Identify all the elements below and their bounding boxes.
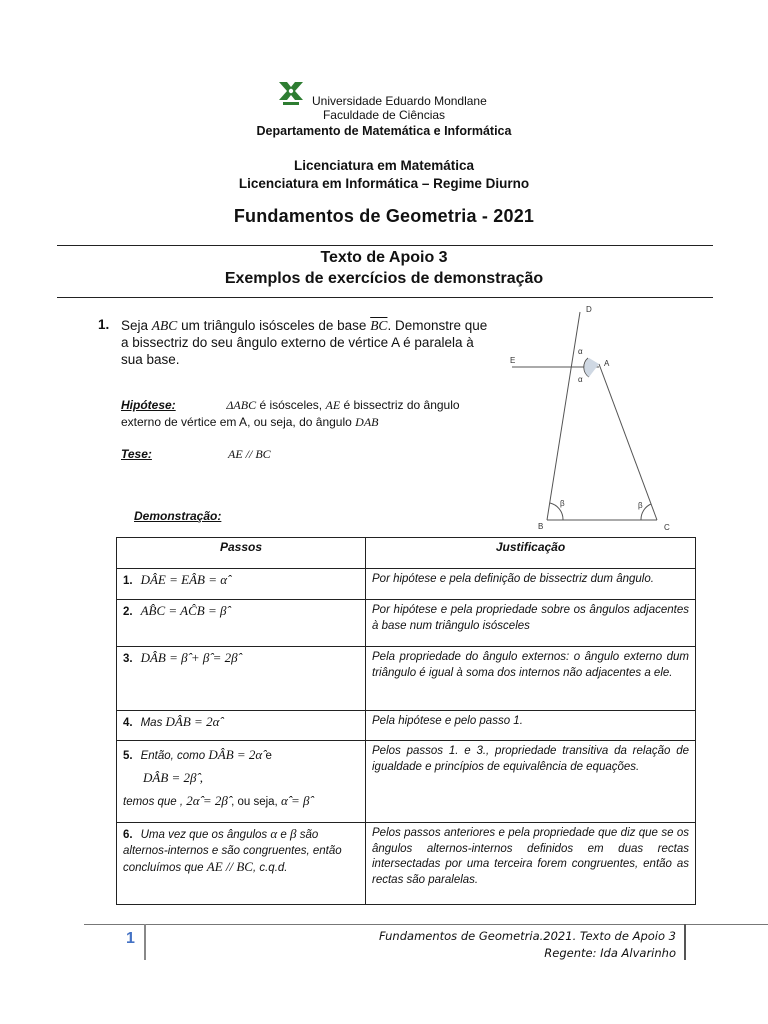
label-e: E bbox=[510, 356, 516, 365]
step-text: temos que , bbox=[123, 796, 184, 808]
footer-divider bbox=[84, 924, 768, 925]
triangle-figure bbox=[500, 300, 690, 536]
step-number: 1. bbox=[123, 575, 133, 587]
university-name: Universidade Eduardo Mondlane bbox=[312, 94, 487, 108]
alpha-top: α bbox=[578, 347, 583, 356]
step-cell bbox=[117, 647, 366, 711]
header-justification: Justificação bbox=[366, 538, 696, 569]
step-formula: DÂB = 2α̂ bbox=[208, 747, 263, 762]
step-cell bbox=[117, 741, 366, 823]
justification-cell: Pela hipótese e pelo passo 1. bbox=[366, 711, 696, 741]
math-bc: $\overline{BC}$ bbox=[370, 318, 388, 333]
step-text: Então, como bbox=[140, 750, 206, 762]
hypothesis-math-1: ΔABC bbox=[226, 398, 257, 412]
table-row bbox=[117, 741, 696, 823]
faculty-name: Faculdade de Ciências bbox=[322, 108, 446, 122]
footer-line-1: Fundamentos de Geometria.2021. Texto de Apoio 3 bbox=[379, 929, 676, 943]
step-number: 4. bbox=[123, 717, 133, 729]
thesis bbox=[121, 446, 152, 463]
step-text: Uma vez que os ângulos bbox=[140, 829, 268, 841]
step-text: , ou seja, bbox=[231, 796, 278, 808]
hypothesis-math-3: DAB bbox=[355, 415, 379, 429]
department-name: Departamento de Matemática e Informática bbox=[256, 124, 512, 138]
page-number: 1 bbox=[126, 930, 135, 947]
alpha-bottom: α bbox=[578, 375, 583, 384]
step-text: são alternos-internos e são congruentes, então concluímos que bbox=[123, 829, 342, 874]
step-cell bbox=[117, 569, 366, 600]
beta-c: β bbox=[638, 501, 643, 510]
step-formula: α bbox=[270, 826, 278, 841]
step-number: 6. bbox=[123, 829, 133, 841]
footer-separator-right bbox=[684, 924, 686, 960]
label-b: B bbox=[538, 522, 544, 531]
statement-text-3: . Demonstre que a bissectriz do seu ângulo externo de vértice A é paralela à sua base. bbox=[121, 318, 488, 367]
step-text: e bbox=[280, 829, 287, 841]
line-ac bbox=[599, 364, 657, 520]
thesis-label: Tese: bbox=[121, 447, 152, 461]
step-formula: 2α̂ = 2β̂ bbox=[186, 793, 228, 808]
step-formula: α̂ = β̂ bbox=[280, 793, 310, 808]
justification-cell: Por hipótese e pela propriedade sobre os ângulos adjacentes à base num triângulo isósceles bbox=[366, 600, 696, 647]
university-logo bbox=[277, 80, 305, 106]
label-a: A bbox=[604, 359, 610, 368]
divider-bottom bbox=[57, 297, 713, 298]
beta-b: β bbox=[560, 499, 565, 508]
table-row bbox=[117, 823, 696, 905]
table-row bbox=[117, 600, 696, 647]
table-row bbox=[117, 711, 696, 741]
hypothesis-math-2: AE bbox=[325, 398, 341, 412]
document-subtitle: Exemplos de exercícios de demonstração bbox=[224, 270, 544, 287]
hypothesis bbox=[121, 397, 491, 431]
footer-separator-left bbox=[144, 924, 146, 960]
step-formula: DÂB = 2β̂ , bbox=[143, 770, 204, 785]
step-number: 5. bbox=[123, 750, 133, 762]
step-text: Mas bbox=[140, 717, 163, 729]
exercise-number: 1. bbox=[98, 317, 110, 332]
exercise-statement bbox=[121, 317, 496, 368]
step-formula: DÂE = EÂB = α̂ bbox=[140, 572, 228, 587]
step-text: , c.q.d. bbox=[252, 862, 288, 874]
course-title: Fundamentos de Geometria - 2021 bbox=[233, 206, 535, 226]
line-db bbox=[547, 312, 580, 520]
step-number: 2. bbox=[123, 606, 133, 618]
degree-2: Licenciatura em Informática – Regime Diurno bbox=[238, 176, 530, 191]
justification-cell: Pela propriedade do ângulo externos: o ângulo externo dum triângulo é igual à soma dos internos não adjacentes a ele. bbox=[366, 647, 696, 711]
justification-cell: Por hipótese e pela definição de bissectriz dum ângulo. bbox=[366, 569, 696, 600]
header-steps: Passos bbox=[117, 538, 366, 569]
step-formula: AE // BC bbox=[206, 859, 253, 874]
table-row bbox=[117, 647, 696, 711]
hypothesis-text-1: é isósceles, bbox=[259, 398, 323, 412]
step-cell bbox=[117, 823, 366, 905]
proof-table bbox=[116, 537, 696, 905]
step-formula: DÂB = β̂ + β̂ = 2β̂ bbox=[140, 650, 238, 665]
step-cell bbox=[117, 600, 366, 647]
step-text: e bbox=[265, 750, 272, 762]
thesis-math: AE // BC bbox=[228, 447, 271, 461]
footer-line-2: Regente: Ida Alvarinho bbox=[544, 946, 676, 960]
step-formula: AB̂C = AĈB = β̂ bbox=[140, 603, 227, 618]
statement-text-2: um triângulo isósceles de base bbox=[181, 318, 367, 333]
hypothesis-label: Hipótese: bbox=[121, 398, 176, 412]
step-formula: β bbox=[290, 826, 297, 841]
demonstration-label-text: Demonstração: bbox=[134, 509, 222, 523]
label-c: C bbox=[664, 523, 670, 532]
step-number: 3. bbox=[123, 653, 133, 665]
degree-1: Licenciatura em Matemática bbox=[293, 158, 475, 173]
statement-text-1: Seja bbox=[121, 318, 149, 333]
label-d: D bbox=[586, 305, 592, 314]
step-formula: DÂB = 2α̂ bbox=[165, 714, 220, 729]
justification-cell: Pelos passos 1. e 3., propriedade transitiva da relação de igualdade e princípios de equivalência de equações. bbox=[366, 741, 696, 823]
math-abc: ABC bbox=[151, 318, 178, 333]
table-row bbox=[117, 569, 696, 600]
demonstration-label bbox=[134, 508, 221, 525]
table-header-row bbox=[117, 538, 696, 569]
divider-top bbox=[57, 245, 713, 246]
hypothesis-text-2: é bissectriz do ângulo externo de vértice em A, ou seja, do ângulo bbox=[121, 398, 460, 429]
justification-cell: Pelos passos anteriores e pela propriedade que diz que se os ângulos alternos-internos definidos em duas rectas intersectadas por uma terceira forem congruentes, então as rectas são paralelas. bbox=[366, 823, 696, 905]
document-title: Texto de Apoio 3 bbox=[320, 249, 448, 266]
step-cell bbox=[117, 711, 366, 741]
